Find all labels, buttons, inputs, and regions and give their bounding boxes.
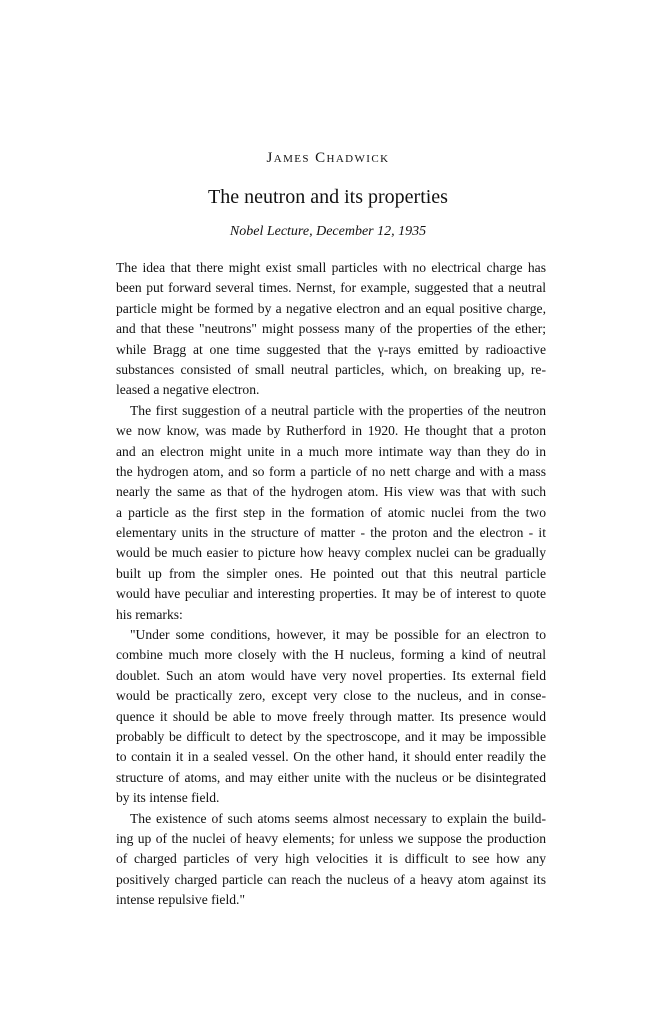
text-line: nearly the same as that of the hydrogen atom. His view was that with such — [116, 484, 546, 500]
text-line: and that these "neutrons" might possess many of the properties of the ether; — [116, 321, 546, 337]
text-line: built up from the simpler ones. He pointed out that this neutral particle — [116, 565, 546, 581]
text-line: a particle as the first step in the formation of atomic nuclei from the two — [116, 504, 546, 520]
text-line: by its intense field. — [116, 790, 220, 806]
page-title: The neutron and its properties — [208, 186, 448, 208]
text-line: been put forward several times. Nernst, for example, suggested that a neutral — [116, 280, 546, 296]
text-line: would have peculiar and interesting properties. It may be of interest to quote — [116, 586, 546, 602]
paragraph-3-quote — [116, 625, 546, 809]
text-line: the hydrogen atom, and so form a particle of no nett charge and with a mass — [116, 463, 546, 479]
text-line: combine much more closely with the H nucleus, forming a kind of neutral — [116, 647, 546, 663]
text-line: probably be difficult to detect by the spectroscope, and it may be impossible — [116, 728, 546, 744]
text-line: particle might be formed by a negative electron and an equal positive charge, — [116, 300, 546, 316]
author-name: James Chadwick — [266, 150, 390, 166]
lecture-subtitle: Nobel Lecture, December 12, 1935 — [229, 224, 427, 239]
body-text — [116, 258, 546, 911]
text-line: doublet. Such an atom would have very novel properties. Its external field — [116, 667, 546, 683]
text-line: would be much easier to picture how heavy complex nuclei can be gradually — [116, 545, 546, 561]
text-line: quence it should be able to move freely through matter. Its presence would — [116, 708, 546, 724]
text-line: while Bragg at one time suggested that the γ-rays emitted by radioactive — [116, 341, 546, 357]
paragraph-4-quote — [116, 809, 546, 911]
text-line: would be practically zero, except very close to the nucleus, and in conse- — [116, 688, 546, 704]
text-line: substances consisted of small neutral particles, which, on breaking up, re- — [116, 361, 546, 377]
text-line: and an electron might unite in a much more intimate way than they do in — [116, 443, 546, 459]
text-line: to contain it in a sealed vessel. On the other hand, it should enter readily the — [116, 749, 546, 765]
text-line: his remarks: — [116, 606, 183, 622]
text-line: ing up of the nuclei of heavy elements; for unless we suppose the production — [116, 830, 546, 846]
text-line: elementary units in the structure of matter - the proton and the electron - it — [116, 525, 546, 541]
text-line: structure of atoms, and may either unite with the nucleus or be disintegrated — [116, 769, 546, 785]
text-line: "Under some conditions, however, it may be possible for an electron to — [130, 627, 546, 643]
text-line: The existence of such atoms seems almost necessary to explain the build- — [130, 810, 546, 826]
text-line: positively charged particle can reach the nucleus of a heavy atom against its — [116, 871, 546, 887]
paragraph-2 — [116, 401, 546, 625]
text-line: The idea that there might exist small particles with no electrical charge has — [116, 260, 546, 275]
text-line: intense repulsive field." — [116, 892, 245, 908]
text-line: of charged particles of very high velocities it is difficult to see how any — [116, 851, 546, 867]
paragraph-1 — [116, 258, 546, 401]
text-line: The first suggestion of a neutral particle with the properties of the neutron — [130, 402, 546, 418]
text-line: leased a negative electron. — [116, 382, 260, 398]
text-line: we now know, was made by Rutherford in 1920. He thought that a proton — [116, 423, 546, 439]
